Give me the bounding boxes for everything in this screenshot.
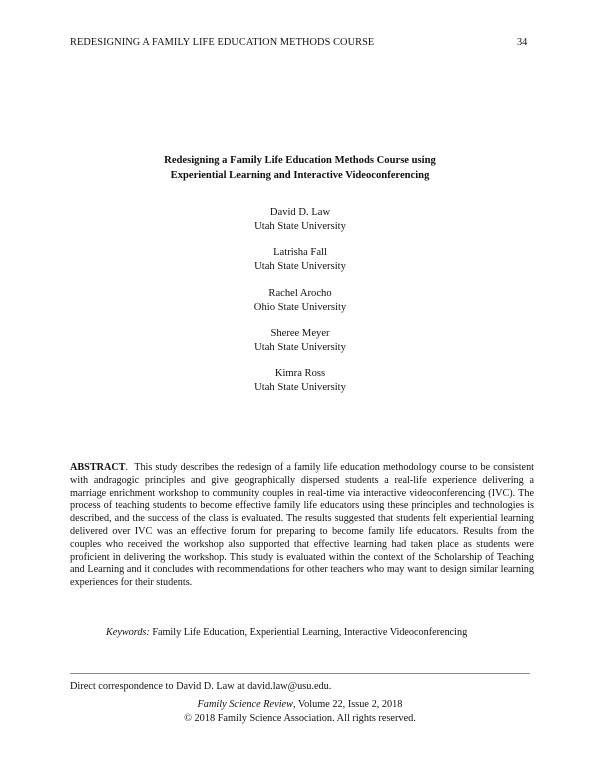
author-name: Kimra Ross xyxy=(274,368,326,379)
page-number: 34 xyxy=(517,37,528,48)
author-affiliation: Utah State University xyxy=(254,220,346,232)
author-name: Sheree Meyer xyxy=(270,328,330,339)
author-affiliation: Utah State University xyxy=(254,341,346,353)
article-title-line-2: Experiential Learning and Interactive Videoconferencing xyxy=(170,170,430,181)
author-entry xyxy=(150,246,450,273)
author-affiliation: Utah State University xyxy=(254,381,346,393)
author-affiliation: Utah State University xyxy=(254,260,346,272)
footer-divider xyxy=(70,673,530,674)
keywords xyxy=(106,627,467,638)
abstract-label: ABSTRACT xyxy=(70,462,126,473)
abstract-text: This study describes the redesign of a family life education methodology course to be consistent with andragogic principles and give geographically dispersed students a real-life experience delivering a marriage enrichment workshop to community couples in real-time via interactive videoconferencing (IVC). The process of teaching students to become effective family life educators using these principles and technologies is described, and the success of the class is evaluated. The results suggested that students felt experiential learning delivered over IVC was an effective forum for preparing to become family life educators. Results from the couples who received the workshop also supported that effective learning had taken place as students were proficient in delivering the workshop. This study is evaluated within the context of the Scholarship of Teaching and Learning and it concludes with recommendations for other teachers who may want to design similar learning experiences for their students. xyxy=(70,462,534,589)
journal-citation xyxy=(60,699,540,710)
correspondence-note: Direct correspondence to David D. Law at david.law@usu.edu. xyxy=(70,681,332,692)
running-header: REDESIGNING A FAMILY LIFE EDUCATION METHODS COURSE xyxy=(70,37,375,48)
copyright-notice: © 2018 Family Science Association. All rights reserved. xyxy=(184,713,416,724)
author-name: Latrisha Fall xyxy=(273,247,327,258)
author-entry xyxy=(150,287,450,314)
journal-issue: , Volume 22, Issue 2, 2018 xyxy=(293,699,403,710)
abstract-label-period: . xyxy=(125,462,135,473)
abstract xyxy=(70,462,534,590)
keywords-label: Keywords: xyxy=(106,627,150,638)
article-title-line-1: Redesigning a Family Life Education Methods Course using xyxy=(164,155,436,166)
author-name: Rachel Arocho xyxy=(268,288,332,299)
author-entry xyxy=(150,206,450,233)
author-entry xyxy=(150,367,450,394)
author-entry xyxy=(150,327,450,354)
author-affiliation: Ohio State University xyxy=(253,301,347,313)
journal-name: Family Science Review xyxy=(197,699,293,710)
keywords-text: Family Life Education, Experiential Learning, Interactive Videoconferencing xyxy=(152,627,468,638)
author-name: David D. Law xyxy=(269,207,331,218)
